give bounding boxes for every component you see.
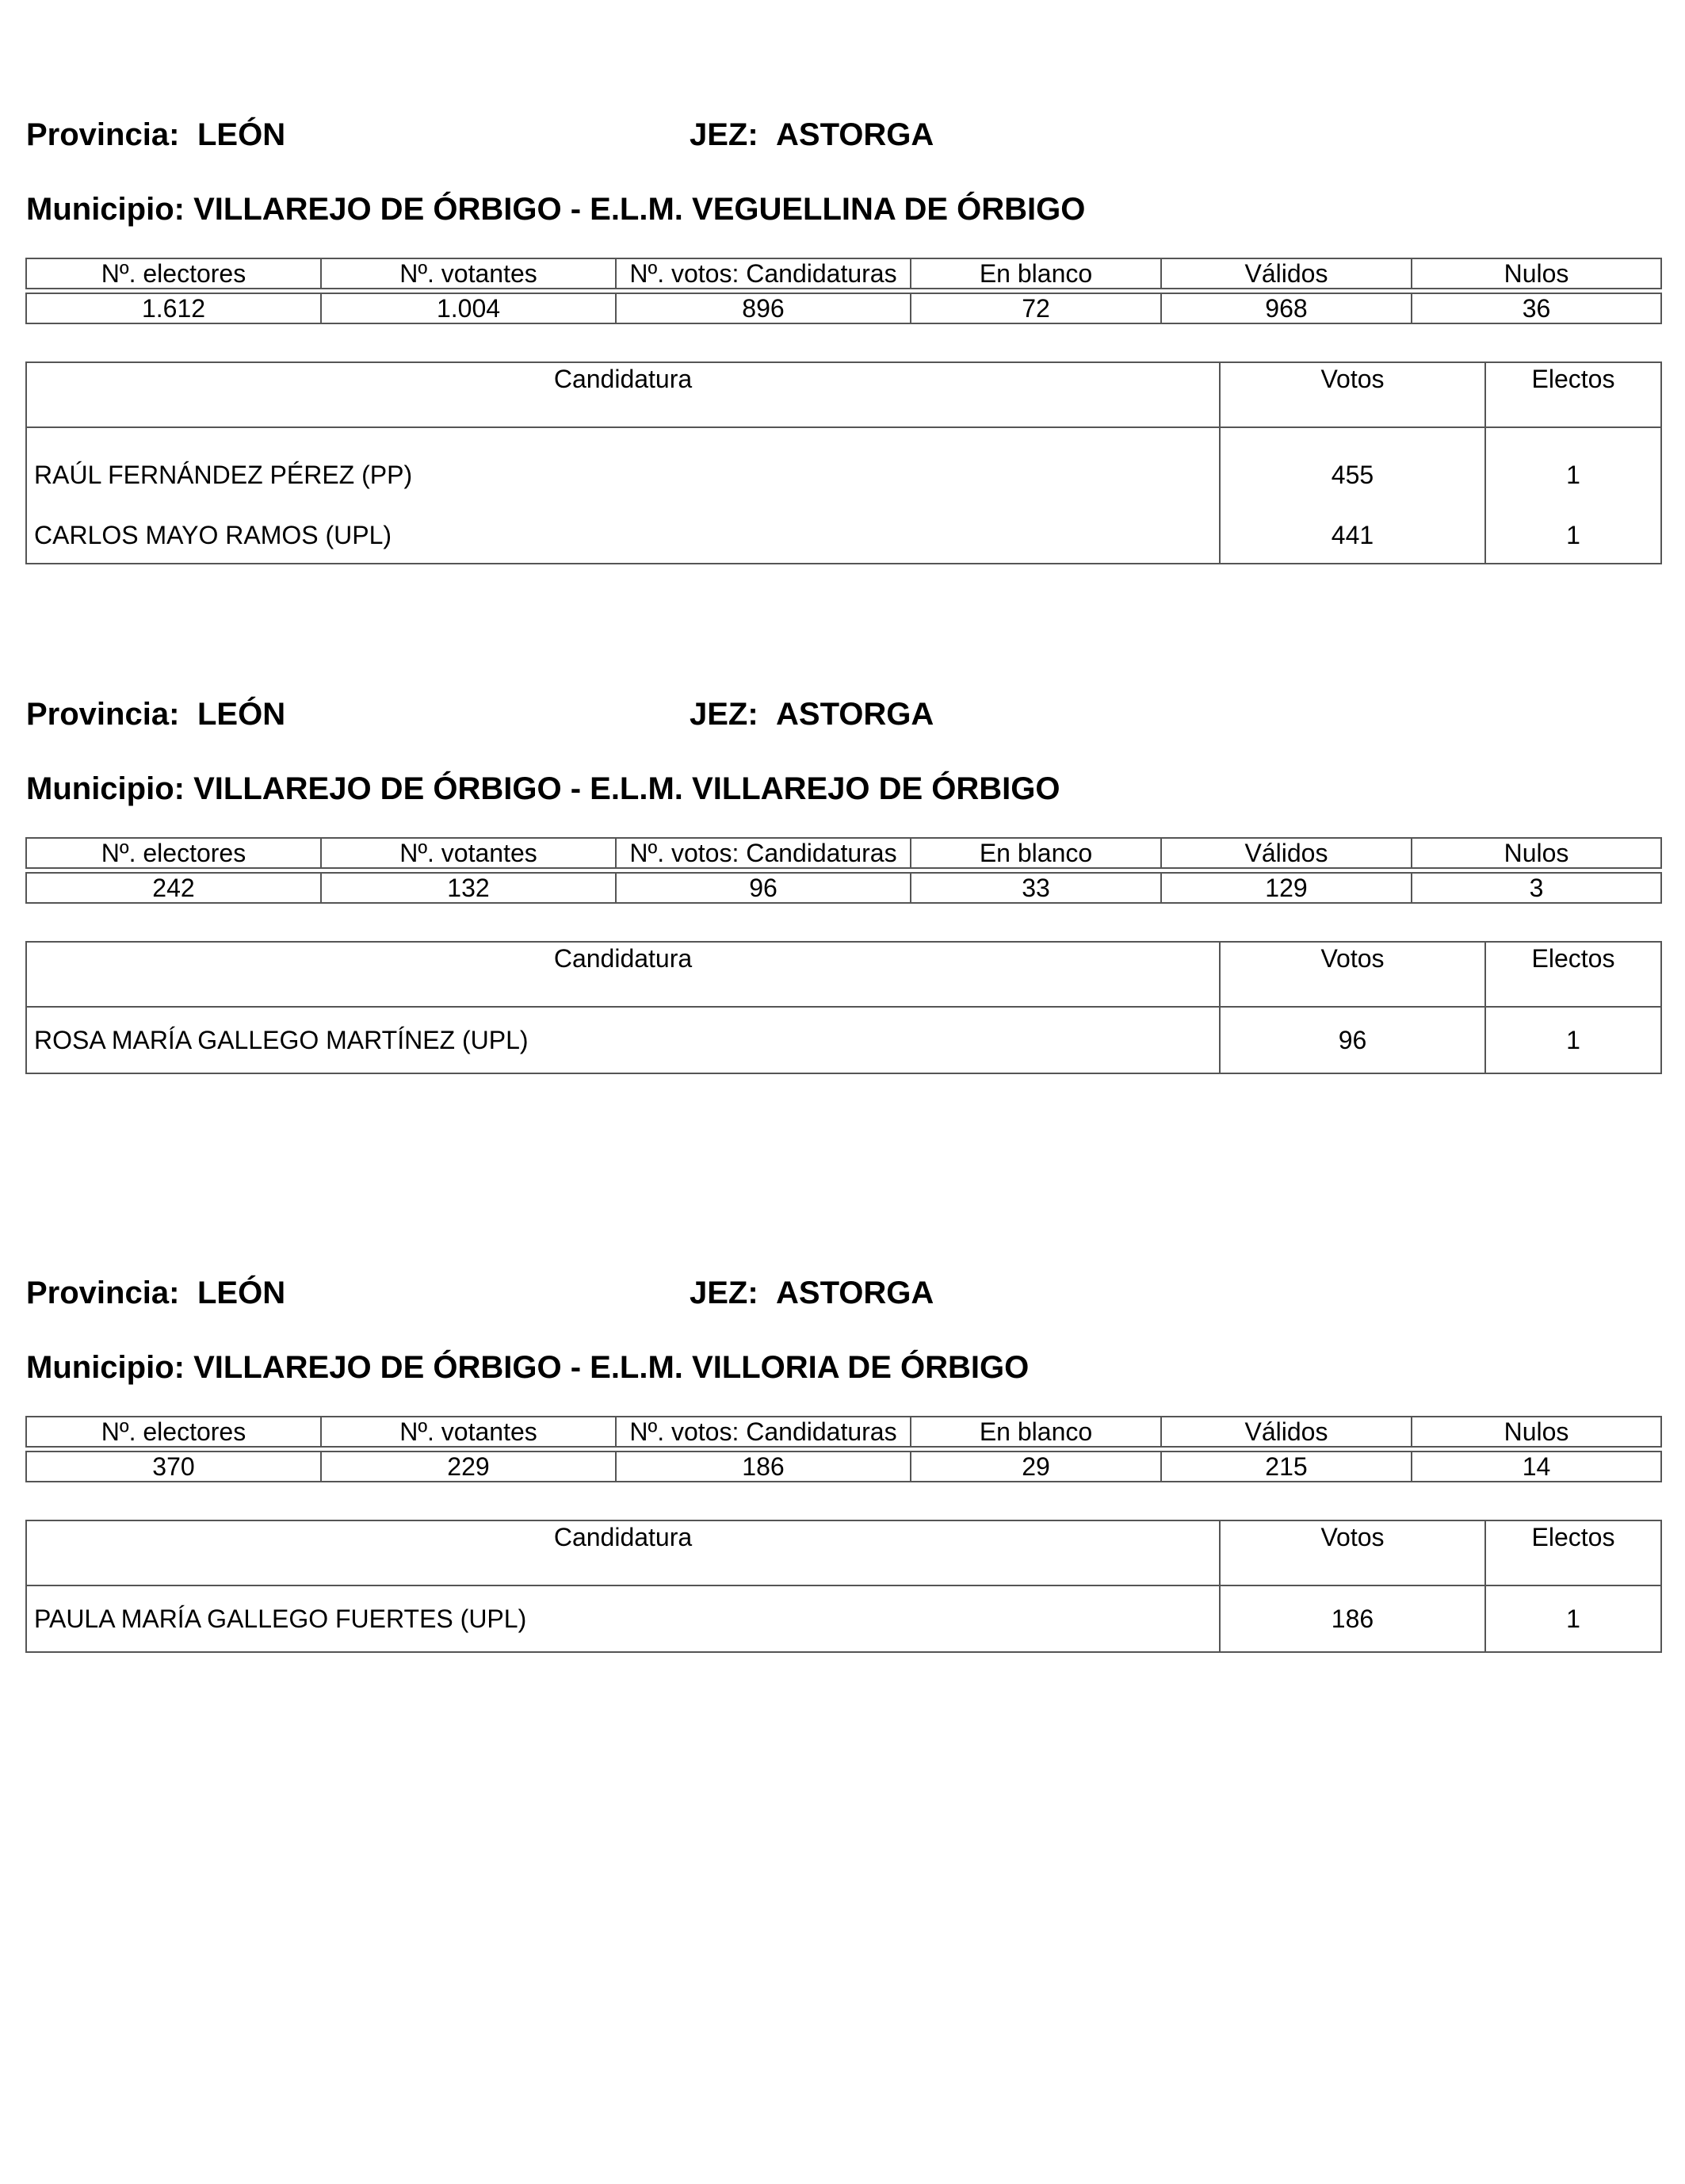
stat-header-votantes: Nº. votantes	[321, 838, 616, 868]
candidate-electos: 1	[1485, 1007, 1661, 1073]
stat-en-blanco: 33	[911, 873, 1161, 903]
stat-header-electores: Nº. electores	[26, 838, 321, 868]
stat-header-votantes: Nº. votantes	[321, 1417, 616, 1447]
candidate-votos: 455	[1220, 427, 1485, 507]
stat-header-en-blanco: En blanco	[911, 838, 1161, 868]
candidate-name: RAÚL FERNÁNDEZ PÉREZ (PP)	[26, 427, 1220, 507]
stat-electores: 370	[26, 1452, 321, 1482]
stats-table	[25, 258, 1662, 324]
table-row	[26, 1007, 1661, 1073]
stat-header-votos-candidaturas: Nº. votos: Candidaturas	[616, 838, 911, 868]
jez-value: ASTORGA	[776, 1276, 934, 1310]
stat-votantes: 1.004	[321, 293, 616, 323]
candidate-votos: 441	[1220, 507, 1485, 564]
stat-nulos: 36	[1412, 293, 1661, 323]
candidate-electos: 1	[1485, 1585, 1661, 1652]
stat-header-nulos: Nulos	[1412, 258, 1661, 289]
stat-votantes: 132	[321, 873, 616, 903]
stats-table	[25, 1416, 1662, 1482]
stat-votos-candidaturas: 186	[616, 1452, 911, 1482]
provincia-value: LEÓN	[197, 697, 286, 732]
stats-table	[25, 837, 1662, 904]
stat-header-electores: Nº. electores	[26, 1417, 321, 1447]
col-candidatura: Candidatura	[26, 942, 1220, 1007]
municipio-heading	[26, 190, 1085, 228]
stat-electores: 1.612	[26, 293, 321, 323]
stat-header-votos-candidaturas: Nº. votos: Candidaturas	[616, 1417, 911, 1447]
stat-en-blanco: 72	[911, 293, 1161, 323]
candidate-votos: 96	[1220, 1007, 1485, 1073]
candidate-name: CARLOS MAYO RAMOS (UPL)	[26, 507, 1220, 564]
stat-en-blanco: 29	[911, 1452, 1161, 1482]
table-row	[26, 427, 1661, 507]
stat-header-en-blanco: En blanco	[911, 1417, 1161, 1447]
municipio-value: VILLAREJO DE ÓRBIGO - E.L.M. VEGUELLINA DE ÓRBIGO	[193, 192, 1086, 227]
provincia-label: Provincia:	[26, 1276, 180, 1310]
stat-votos-candidaturas: 896	[616, 293, 911, 323]
stat-header-nulos: Nulos	[1412, 838, 1661, 868]
stat-electores: 242	[26, 873, 321, 903]
col-electos: Electos	[1485, 942, 1661, 1007]
provincia-value: LEÓN	[197, 1276, 286, 1310]
candidates-table	[25, 941, 1662, 1074]
candidate-votos: 186	[1220, 1585, 1485, 1652]
municipio-heading	[26, 1348, 1029, 1387]
col-votos: Votos	[1220, 362, 1485, 427]
col-votos: Votos	[1220, 942, 1485, 1007]
stat-votos-candidaturas: 96	[616, 873, 911, 903]
table-row	[26, 1585, 1661, 1652]
provincia-label: Provincia:	[26, 117, 180, 152]
candidate-electos: 1	[1485, 427, 1661, 507]
municipio-label: Municipio:	[26, 1350, 185, 1385]
municipio-heading	[26, 770, 1060, 808]
provincia-value: LEÓN	[197, 117, 286, 152]
jez-label: JEZ:	[690, 697, 758, 732]
candidate-electos: 1	[1485, 507, 1661, 564]
candidates-table	[25, 1520, 1662, 1653]
col-candidatura: Candidatura	[26, 362, 1220, 427]
col-electos: Electos	[1485, 362, 1661, 427]
stat-validos: 968	[1161, 293, 1412, 323]
table-row	[26, 507, 1661, 564]
stat-header-nulos: Nulos	[1412, 1417, 1661, 1447]
municipio-value: VILLAREJO DE ÓRBIGO - E.L.M. VILLAREJO DE ÓRBIGO	[193, 771, 1060, 806]
jez-label: JEZ:	[690, 1276, 758, 1310]
col-candidatura: Candidatura	[26, 1520, 1220, 1585]
stat-nulos: 3	[1412, 873, 1661, 903]
stat-validos: 215	[1161, 1452, 1412, 1482]
col-electos: Electos	[1485, 1520, 1661, 1585]
stat-nulos: 14	[1412, 1452, 1661, 1482]
stat-header-electores: Nº. electores	[26, 258, 321, 289]
municipio-label: Municipio:	[26, 192, 185, 227]
municipio-label: Municipio:	[26, 771, 185, 806]
candidate-name: ROSA MARÍA GALLEGO MARTÍNEZ (UPL)	[26, 1007, 1220, 1073]
candidate-name: PAULA MARÍA GALLEGO FUERTES (UPL)	[26, 1585, 1220, 1652]
municipio-value: VILLAREJO DE ÓRBIGO - E.L.M. VILLORIA DE ÓRBIGO	[193, 1350, 1030, 1385]
jez-value: ASTORGA	[776, 117, 934, 152]
stat-header-en-blanco: En blanco	[911, 258, 1161, 289]
stat-header-votos-candidaturas: Nº. votos: Candidaturas	[616, 258, 911, 289]
candidates-table	[25, 361, 1662, 564]
provincia-label: Provincia:	[26, 697, 180, 732]
stat-votantes: 229	[321, 1452, 616, 1482]
stat-header-votantes: Nº. votantes	[321, 258, 616, 289]
stat-header-validos: Válidos	[1161, 1417, 1412, 1447]
jez-label: JEZ:	[690, 117, 758, 152]
jez-value: ASTORGA	[776, 697, 934, 732]
col-votos: Votos	[1220, 1520, 1485, 1585]
stat-validos: 129	[1161, 873, 1412, 903]
stat-header-validos: Válidos	[1161, 838, 1412, 868]
stat-header-validos: Válidos	[1161, 258, 1412, 289]
